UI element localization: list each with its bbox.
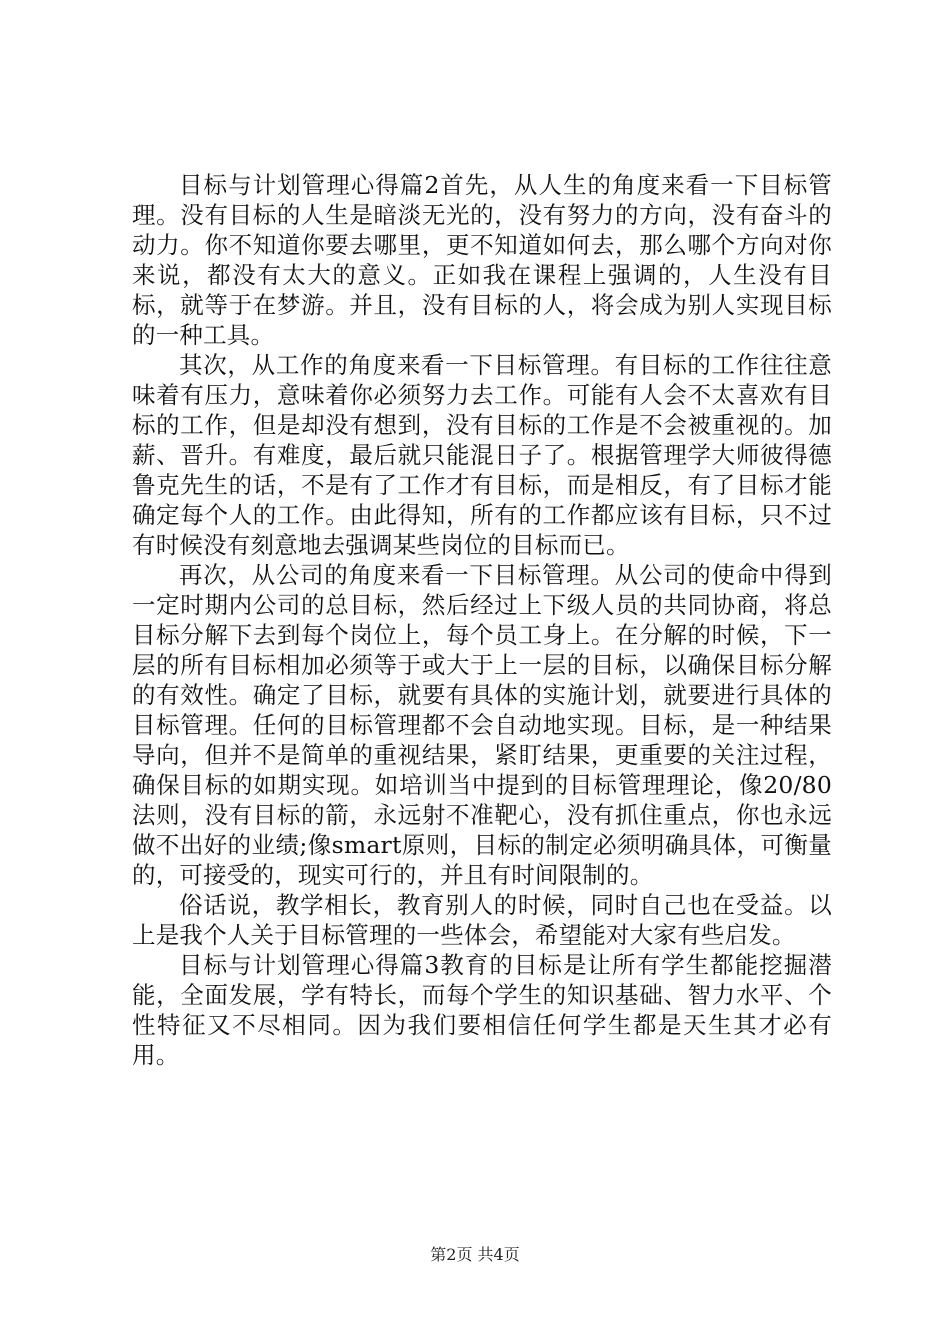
paragraph-5: 目标与计划管理心得篇3教育的目标是让所有学生都能挖掘潜能，全面发展，学有特长，而每个学生的知识基础、智力水平、个性特征又不尽相同。因为我们要相信任何学生都是天生其才必有用。 [132,951,832,1069]
paragraph-2: 其次，从工作的角度来看一下目标管理。有目标的工作往往意味着有压力，意味着你必须努力去工作。可能有人会不太喜欢有目标的工作，但是却没有想到，没有目标的工作是不会被重视的。加薪、晋升。有难度，最后就只能混日子了。根据管理学大师彼得德鲁克先生的话，不是有了工作才有目标，而是相反，有了目标才能确定每个人的工作。由此得知，所有的工作都应该有目标，只不过有时候没有刻意地去强调某些岗位的目标而已。 [132,351,832,559]
paragraph-3: 再次，从公司的角度来看一下目标管理。从公司的使命中得到一定时期内公司的总目标，然后经过上下级人员的共同协商，将总目标分解下去到每个岗位上，每个员工身上。在分解的时候，下一层的所有目标相加必须等于或大于上一层的目标，以确保目标分解的有效性。确定了目标，就要有具体的实施计划，就要进行具体的目标管理。任何的目标管理都不会自动地实现。目标，是一种结果导向，但并不是简单的重视结果，紧盯结果，更重要的关注过程，确保目标的如期实现。如培训当中提到的目标管理理论，像20/80法则，没有目标的箭，永远射不准靶心，没有抓住重点，你也永远做不出好的业绩;像smart原则，目标的制定必须明确具体，可衡量的，可接受的，现实可行的，并且有时间限制的。 [132,561,832,889]
page-number-footer: 第2页 共4页 [430,1245,520,1264]
paragraph-4: 俗话说，教学相长，教育别人的时候，同时自己也在受益。以上是我个人关于目标管理的一些体会，希望能对大家有些启发。 [132,891,832,949]
paragraph-1: 目标与计划管理心得篇2首先，从人生的角度来看一下目标管理。没有目标的人生是暗淡无光的，没有努力的方向，没有奋斗的动力。你不知道你要去哪里，更不知道如何去，那么哪个方向对你来说，都没有太大的意义。正如我在课程上强调的，人生没有目标，就等于在梦游。并且，没有目标的人，将会成为别人实现目标的一种工具。 [132,171,832,349]
document-body [132,170,832,1070]
